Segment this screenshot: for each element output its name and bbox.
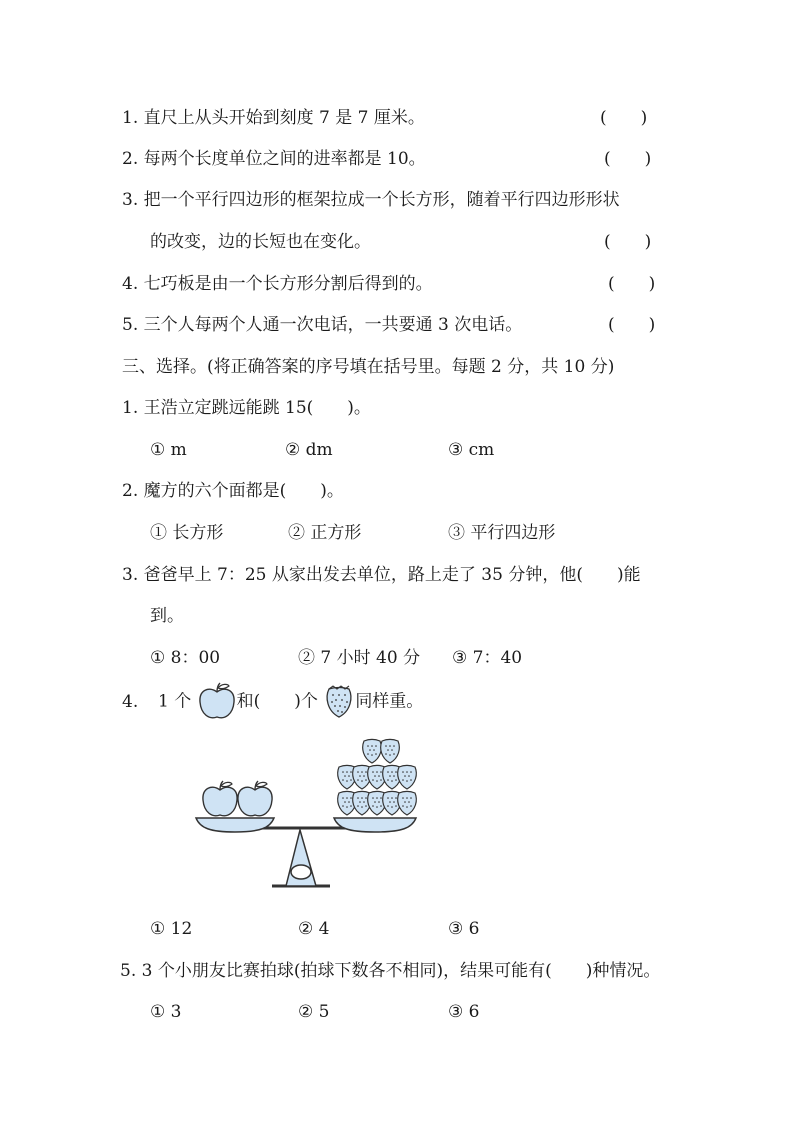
choice-q1: 1. 王浩立定跳远能跳 15( )。 [122,398,371,418]
answer-paren-1[interactable]: ( ) [600,108,648,128]
q4-text-part3: 同样重。 [355,691,424,712]
q4-text-part2: 和( )个 [236,691,318,712]
q4-text-part1: 1 个 [158,691,192,712]
choice-q4-text [158,682,423,722]
q4-option-1[interactable]: ① 12 [150,919,193,939]
judge-item-4: 4. 七巧板是由一个长方形分割后得到的。 [122,274,433,294]
answer-paren-5[interactable]: ( ) [608,315,656,335]
judge-item-5: 5. 三个人每两个人通一次电话，一共要通 3 次电话。 [122,315,523,335]
q1-option-1[interactable]: ① m [150,440,187,460]
q2-option-2[interactable]: ② 正方形 [288,523,362,543]
choice-q4-number: 4. [122,692,139,712]
q5-option-1[interactable]: ① 3 [150,1002,182,1022]
q3-option-2[interactable]: ② 7 小时 40 分 [298,648,421,668]
q1-option-2[interactable]: ② dm [285,440,333,460]
balance-scale-illustration [190,730,440,895]
q1-option-3[interactable]: ③ cm [448,440,495,460]
judge-item-3: 3. 把一个平行四边形的框架拉成一个长方形，随着平行四边形形状 [122,190,620,210]
q2-option-3[interactable]: ③ 平行四边形 [448,523,556,543]
choice-q2: 2. 魔方的六个面都是( )。 [122,481,344,501]
answer-paren-3[interactable]: ( ) [604,232,652,252]
q2-option-1[interactable]: ① 长方形 [150,523,224,543]
apple-icon [197,682,237,722]
judge-item-1: 1. 直尺上从头开始到刻度 7 是 7 厘米。 [122,108,425,128]
q5-option-2[interactable]: ② 5 [298,1002,330,1022]
q4-option-3[interactable]: ③ 6 [448,919,480,939]
choice-q3-cont: 到。 [150,606,184,626]
q4-option-2[interactable]: ② 4 [298,919,330,939]
strawberry-icon [323,685,355,719]
q3-option-1[interactable]: ① 8：00 [150,648,221,668]
section-3-title: 三、选择。(将正确答案的序号填在括号里。每题 2 分，共 10 分) [122,357,615,377]
judge-item-3-cont: 的改变，边的长短也在变化。 [150,232,371,252]
judge-item-2: 2. 每两个长度单位之间的进率都是 10。 [122,149,426,169]
choice-q3: 3. 爸爸早上 7：25 从家出发去单位，路上走了 35 分钟，他( )能 [122,565,641,585]
answer-paren-2[interactable]: ( ) [604,149,652,169]
q5-option-3[interactable]: ③ 6 [448,1002,480,1022]
q3-option-3[interactable]: ③ 7：40 [452,648,523,668]
choice-q5: 5. 3 个小朋友比赛拍球(拍球下数各不相同)，结果可能有( )种情况。 [120,961,661,981]
answer-paren-4[interactable]: ( ) [608,274,656,294]
